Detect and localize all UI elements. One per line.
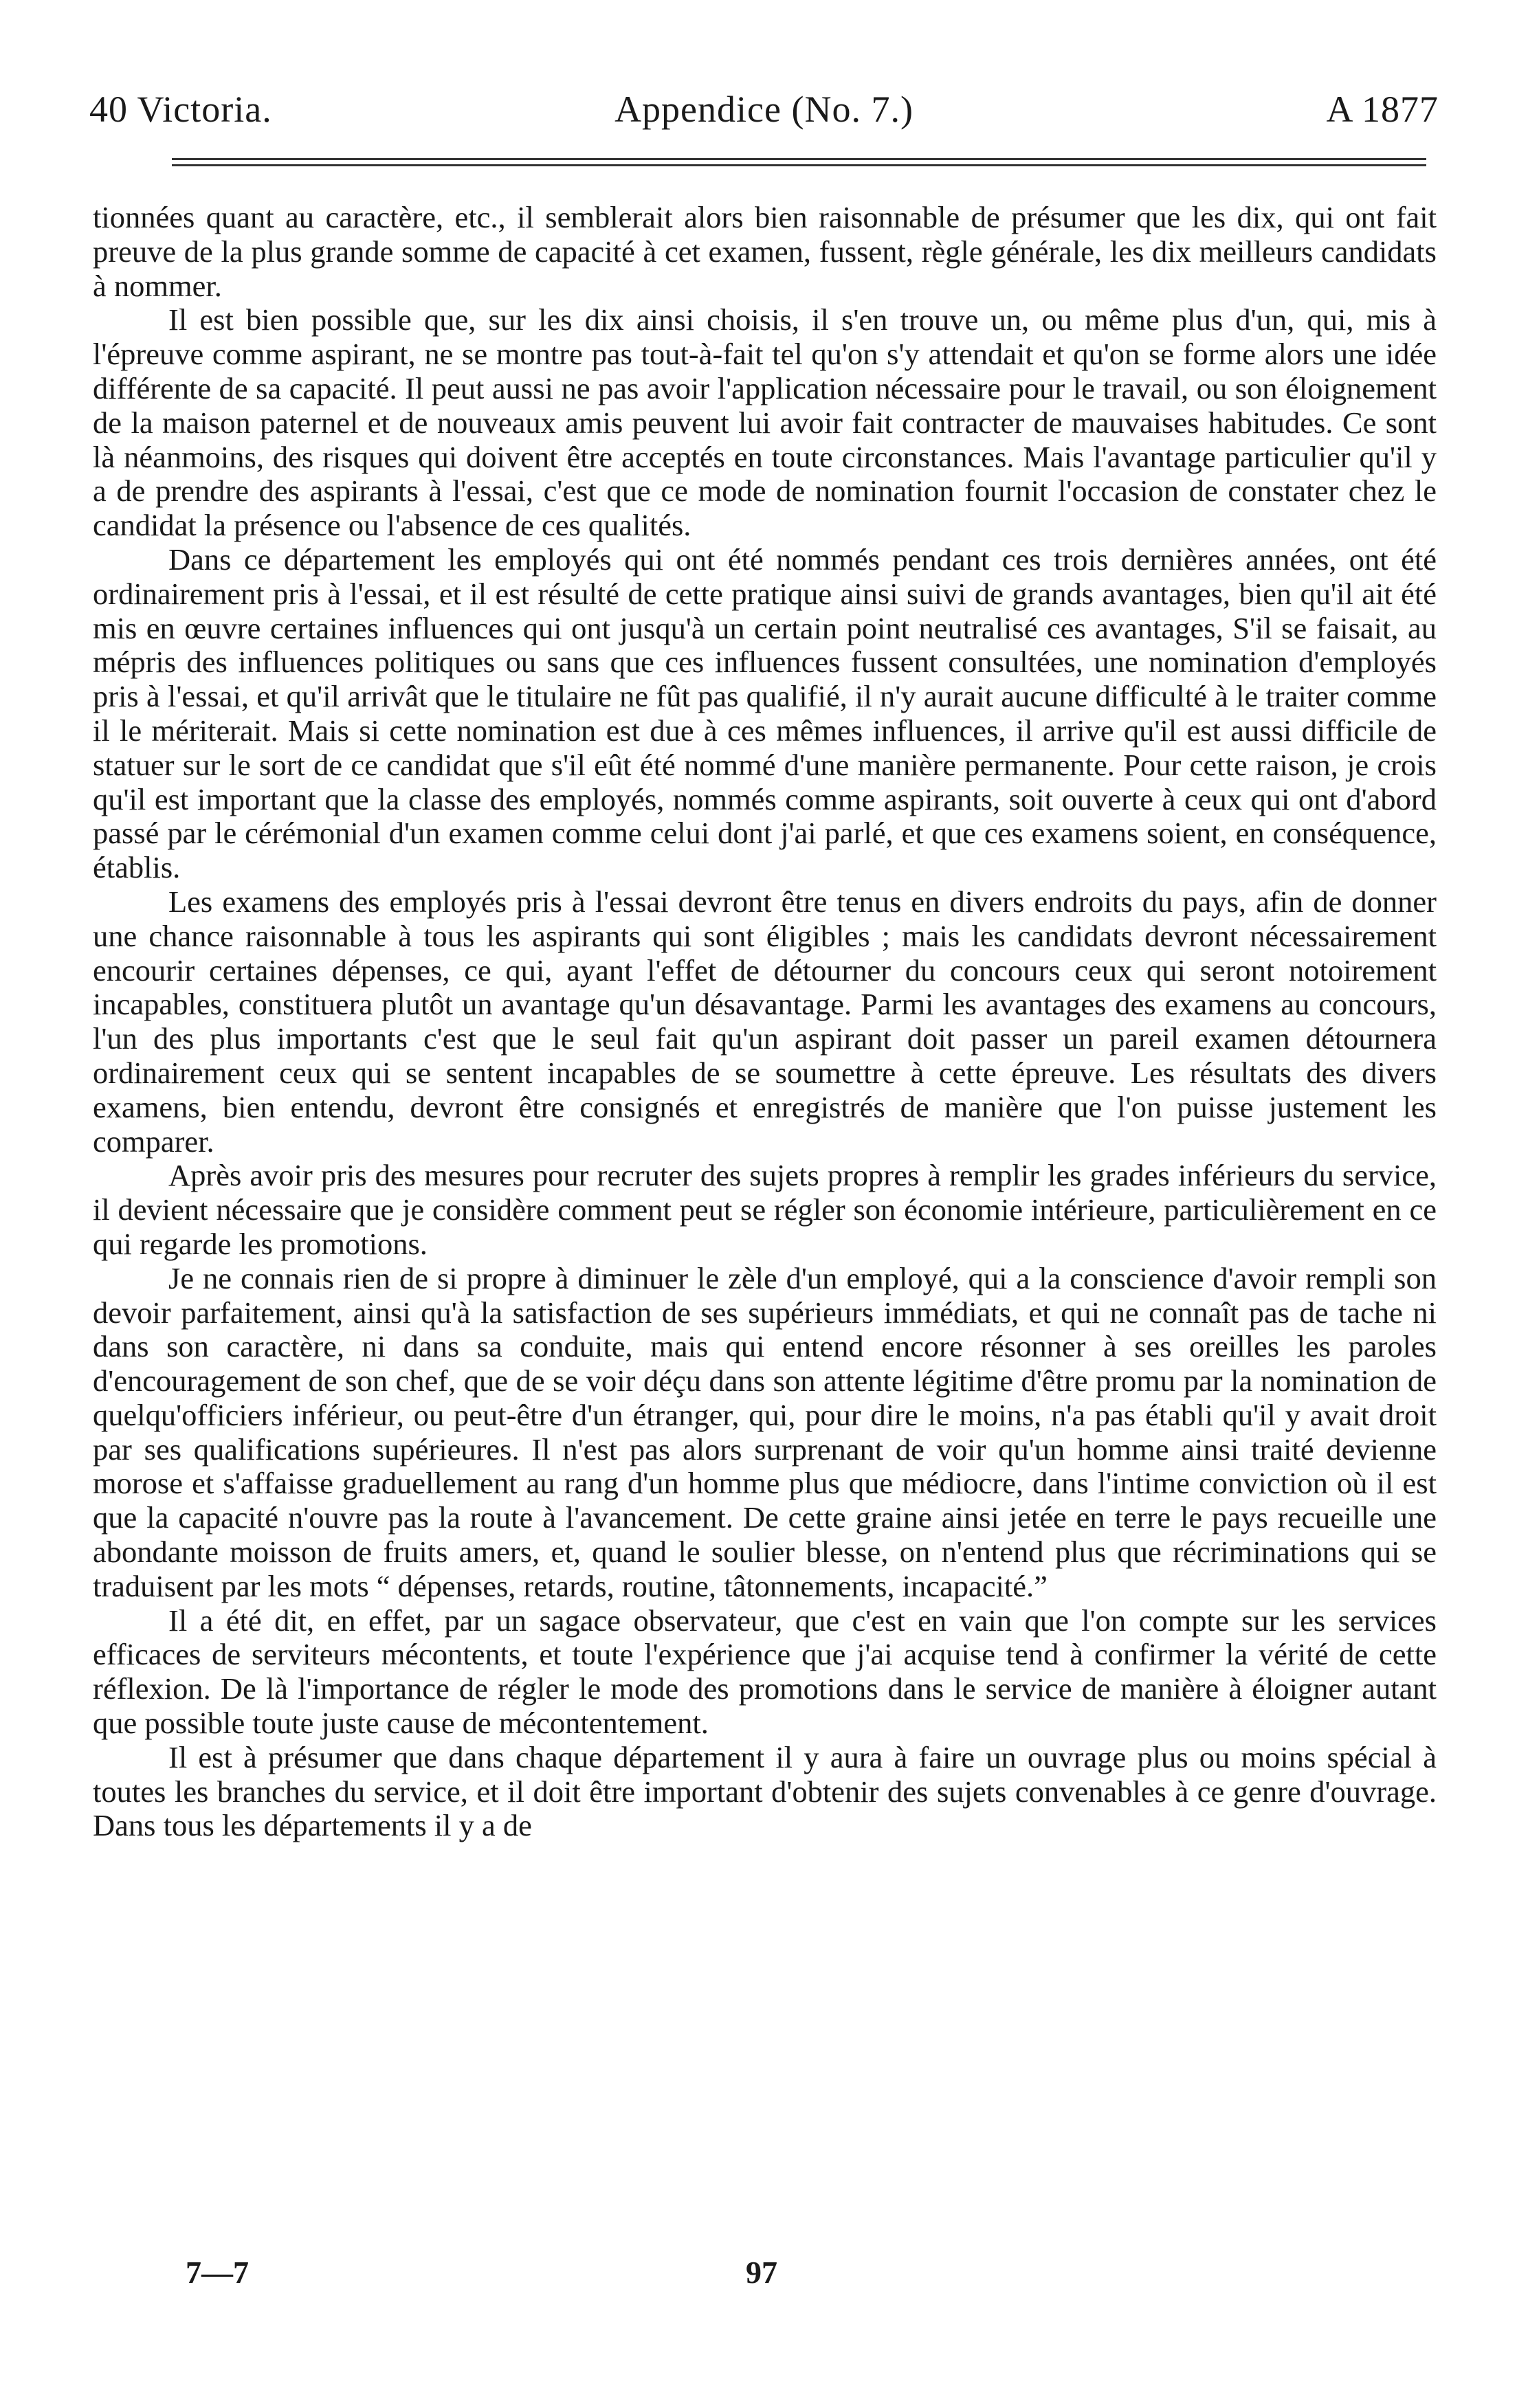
body-text [93, 201, 1437, 1843]
paragraph: Il a été dit, en effet, par un sagace observateur, que c'est en vain que l'on compte sur les services efficaces de serviteurs mécontents, et toute l'expérience que j'ai acquise tend à confirmer la vérité de cette réflexion. De là l'importance de régler le mode des promotions dans le service de manière à éloigner autant que possible toute juste cause de mécontentement. [93, 1603, 1437, 1741]
paragraph: Il est à présumer que dans chaque département il y aura à faire un ouvrage plus ou moins spécial à toutes les branches du service, et il doit être important d'obtenir des sujets convenables à ce genre d'ouvrage. Dans tous les départements il y a de [93, 1739, 1437, 1843]
header-divider [172, 158, 1426, 166]
header-title: Appendice (No. 7.) [614, 89, 914, 130]
paragraph: Il est bien possible que, sur les dix ainsi choisis, il s'en trouve un, ou même plus d'un, qui, mis à l'épreuve comme aspirant, ne se montre pas tout-à-fait tel qu'on s'y attendait et qu'on se forme alors une idée différente de sa capacité. Il peut aussi ne pas avoir l'application nécessaire pour le travail, ou son éloignement de la maison paternel et de nouveaux amis peuvent lui avoir fait contracter de mauvaises habitudes. Ce sont là néanmoins, des risques qui doivent être acceptés en toute circonstances. Mais l'avantage particulier qu'il y a de prendre des aspirants à l'essai, c'est que ce mode de nomination fournit l'occasion de constater chez le candidat la présence ou l'absence de ces qualités. [93, 302, 1437, 543]
paragraph: Les examens des employés pris à l'essai devront être tenus en divers endroits du pays, afin de donner une chance raisonnable à tous les aspirants qui sont éligibles ; mais les candidats devront nécessairement encourir certaines dépenses, ce qui, ayant l'effet de détourner du concours ceux qui seront notoirement incapables, constituera plutôt un avantage qu'un désavantage. Parmi les avantages des examens au concours, l'un des plus importants c'est que le seul fait qu'un aspirant doit passer un pareil examen détournera ordinairement ceux qui se sentent incapables de se soumettre à cette épreuve. Les résultats des divers examens, bien entendu, devront être consignés et enregistrés de manière que l'on puisse justement les comparer. [93, 884, 1437, 1159]
header-year: A 1877 [1326, 89, 1439, 130]
page-number: 97 [746, 2255, 777, 2290]
paragraph: Je ne connais rien de si propre à diminuer le zèle d'un employé, qui a la conscience d'avoir rempli son devoir parfaitement, ainsi qu'à la satisfaction de ses supérieurs immédiats, et qui ne connaît pas de tache ni dans son caractère, ni dans sa conduite, mais qui entend encore résonner à ses oreilles les paroles d'encouragement de son chef, que de se voir déçu dans son attente légitime d'être promu par la nomination de quelqu'officiers inférieur, ou peut-être d'un étranger, qui, pour dire le moins, n'a pas établi qu'il y avait droit par ses qualifications supérieures. Il n'est pas alors surprenant de voir qu'un homme ainsi traité devienne morose et s'affaisse graduellement au rang d'un homme plus que médiocre, dans l'intime conviction où il est que la capacité n'ouvre pas la route à l'avancement. De cette graine ainsi jetée en terre le pays recueille une abondante moisson de fruits amers, et, quand le soulier blesse, on n'entend plus que récriminations qui se traduisent par les mots “ dépenses, retards, routine, tâtonnements, incapacité.” [93, 1260, 1437, 1603]
page-header [89, 88, 1439, 136]
paragraph: Après avoir pris des mesures pour recruter des sujets propres à remplir les grades inférieurs du service, il devient nécessaire que je considère comment peut se régler son économie intérieure, particulièrement en ce qui regarde les promotions. [93, 1158, 1437, 1261]
paragraph: Dans ce département les employés qui ont été nommés pendant ces trois dernières années, ont été ordinairement pris à l'essai, et il est résulté de cette pratique ainsi suivi de grands avantages, bien qu'il ait été mis en œuvre certaines influences qui ont jusqu'à un certain point neutralisé ces avantages, S'il se faisait, au mépris des influences politiques ou sans que ces influences fussent consultées, une nomination d'employés pris à l'essai, et qu'il arrivât que le titulaire ne fût pas qualifié, il n'y aurait aucune difficulté à le traiter comme il le mériterait. Mais si cette nomination est due à ces mêmes influences, il arrive qu'il est aussi difficile de statuer sur le sort de ce candidat que s'il eût été nommé d'une manière permanente. Pour cette raison, je crois qu'il est important que la classe des employés, nommés comme aspirants, soit ouverte à ceux qui ont d'abord passé par le cérémonial d'un examen comme celui dont j'ai parlé, et que ces examens soient, en conséquence, établis. [93, 542, 1437, 885]
paragraph: tionnées quant au caractère, etc., il semblerait alors bien raisonnable de présumer que les dix, qui ont fait preuve de la plus grande somme de capacité à cet examen, fussent, règle générale, les dix meilleurs candidats à nommer. [93, 200, 1437, 303]
header-session: 40 Victoria. [89, 89, 272, 130]
signature-mark: 7—7 [186, 2255, 249, 2290]
